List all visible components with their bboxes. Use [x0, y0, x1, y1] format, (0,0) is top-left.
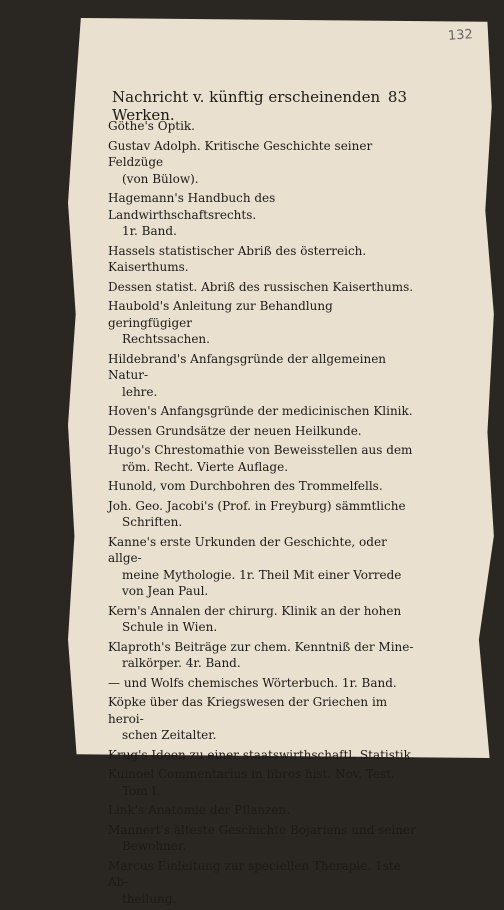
- entry-line: Hildebrand's Anfangsgründe der allgemeinen Natur-: [108, 351, 387, 382]
- book-entry: [108, 858, 420, 908]
- entry-line: Göthe's Optik.: [108, 119, 195, 133]
- book-entry: [108, 279, 420, 296]
- entry-line: Hugo's Chrestomathie von Beweisstellen aus dem: [108, 443, 413, 457]
- book-entry: [108, 118, 420, 135]
- entry-line: Kuinoel Commentarius in libros hist. Nov. Test.: [108, 767, 395, 781]
- book-entry: [108, 190, 420, 240]
- entry-line: Hassels statistischer Abriß des österreich. Kaiserthums.: [108, 243, 367, 274]
- book-entry: [108, 423, 420, 440]
- book-entry: [108, 138, 420, 188]
- entry-line: Gustav Adolph. Kritische Geschichte seiner Feldzüge: [108, 138, 373, 169]
- entry-line: — und Wolfs chemisches Wörterbuch. 1r. Band.: [108, 675, 397, 690]
- book-entry: [108, 243, 420, 276]
- book-entry: [108, 351, 420, 401]
- entry-line: Kanne's erste Urkunden der Geschichte, oder allge-: [108, 534, 387, 565]
- entry-line: Hoven's Anfangsgründe der medicinischen Klinik.: [108, 404, 413, 418]
- entry-line: Marcus Einleitung zur speciellen Therapie. 1ste Ab-: [108, 858, 401, 889]
- entry-line: Hagemann's Handbuch des Landwirthschaftsrechts.: [108, 191, 276, 222]
- book-entry: [108, 675, 420, 692]
- book-entry: [108, 747, 420, 764]
- book-entry: [108, 694, 420, 744]
- entry-line: 1r. Band.: [122, 224, 177, 238]
- book-entry: [108, 603, 420, 636]
- entry-line: Mannert's älteste Geschichte Bojariens und seiner: [108, 822, 416, 837]
- entry-line: Köpke über das Kriegswesen der Griechen im heroi-: [108, 695, 388, 726]
- entry-line: ralkörper. 4r. Band.: [122, 656, 241, 670]
- book-entry: [108, 478, 420, 495]
- entry-line: Kern's Annalen der chirurg. Klinik an der hohen: [108, 603, 402, 618]
- entry-line: Dessen Grundsätze der neuen Heilkunde.: [108, 423, 362, 438]
- entry-line: Rechtssachen.: [122, 332, 210, 346]
- entry-line: lehre.: [122, 384, 158, 399]
- book-entry: [108, 822, 420, 855]
- book-entry: [108, 534, 420, 600]
- entry-line: Schriften.: [122, 515, 183, 529]
- entry-line: meine Mythologie. 1r. Theil Mit einer Vorrede: [122, 567, 402, 582]
- entry-line: Krug's Ideen zu einer staatswirthschaftl. Statistik.: [108, 747, 415, 762]
- entry-line: Klaproth's Beiträge zur chem. Kenntniß der Mine-: [108, 639, 414, 654]
- entry-line: Link's Anatomie der Pflanzen.: [108, 803, 291, 817]
- header-title: Nachricht v. künftig erscheinenden Werken.: [112, 88, 381, 124]
- book-entry: [108, 498, 420, 531]
- book-entry: [108, 403, 420, 420]
- entry-line: röm. Recht. Vierte Auflage.: [122, 459, 289, 474]
- book-list: [108, 118, 420, 910]
- book-entry: [108, 802, 420, 819]
- entry-line: Tom I.: [122, 783, 161, 798]
- entry-line: Joh. Geo. Jacobi's (Prof. in Freyburg) sämmtliche: [108, 498, 406, 513]
- book-entry: [108, 766, 420, 799]
- entry-line: Schule in Wien.: [122, 620, 218, 634]
- book-entry: [108, 442, 420, 475]
- page-number: 83: [387, 88, 407, 106]
- entry-line: schen Zeitalter.: [122, 728, 217, 742]
- pencil-annotation: 132: [447, 27, 474, 44]
- entry-line: theilung.: [122, 891, 177, 906]
- book-entry: [108, 298, 420, 348]
- entry-line: Bewohner.: [122, 839, 187, 853]
- entry-line: von Jean Paul.: [122, 584, 209, 598]
- entry-line: Haubold's Anleitung zur Behandlung geringfügiger: [108, 299, 333, 330]
- entry-line: Dessen statist. Abriß des russischen Kaiserthums.: [108, 279, 414, 294]
- entry-line: Hunold, vom Durchbohren des Trommelfells.: [108, 479, 383, 493]
- entry-line: (von Bülow).: [122, 171, 199, 186]
- book-entry: [108, 639, 420, 672]
